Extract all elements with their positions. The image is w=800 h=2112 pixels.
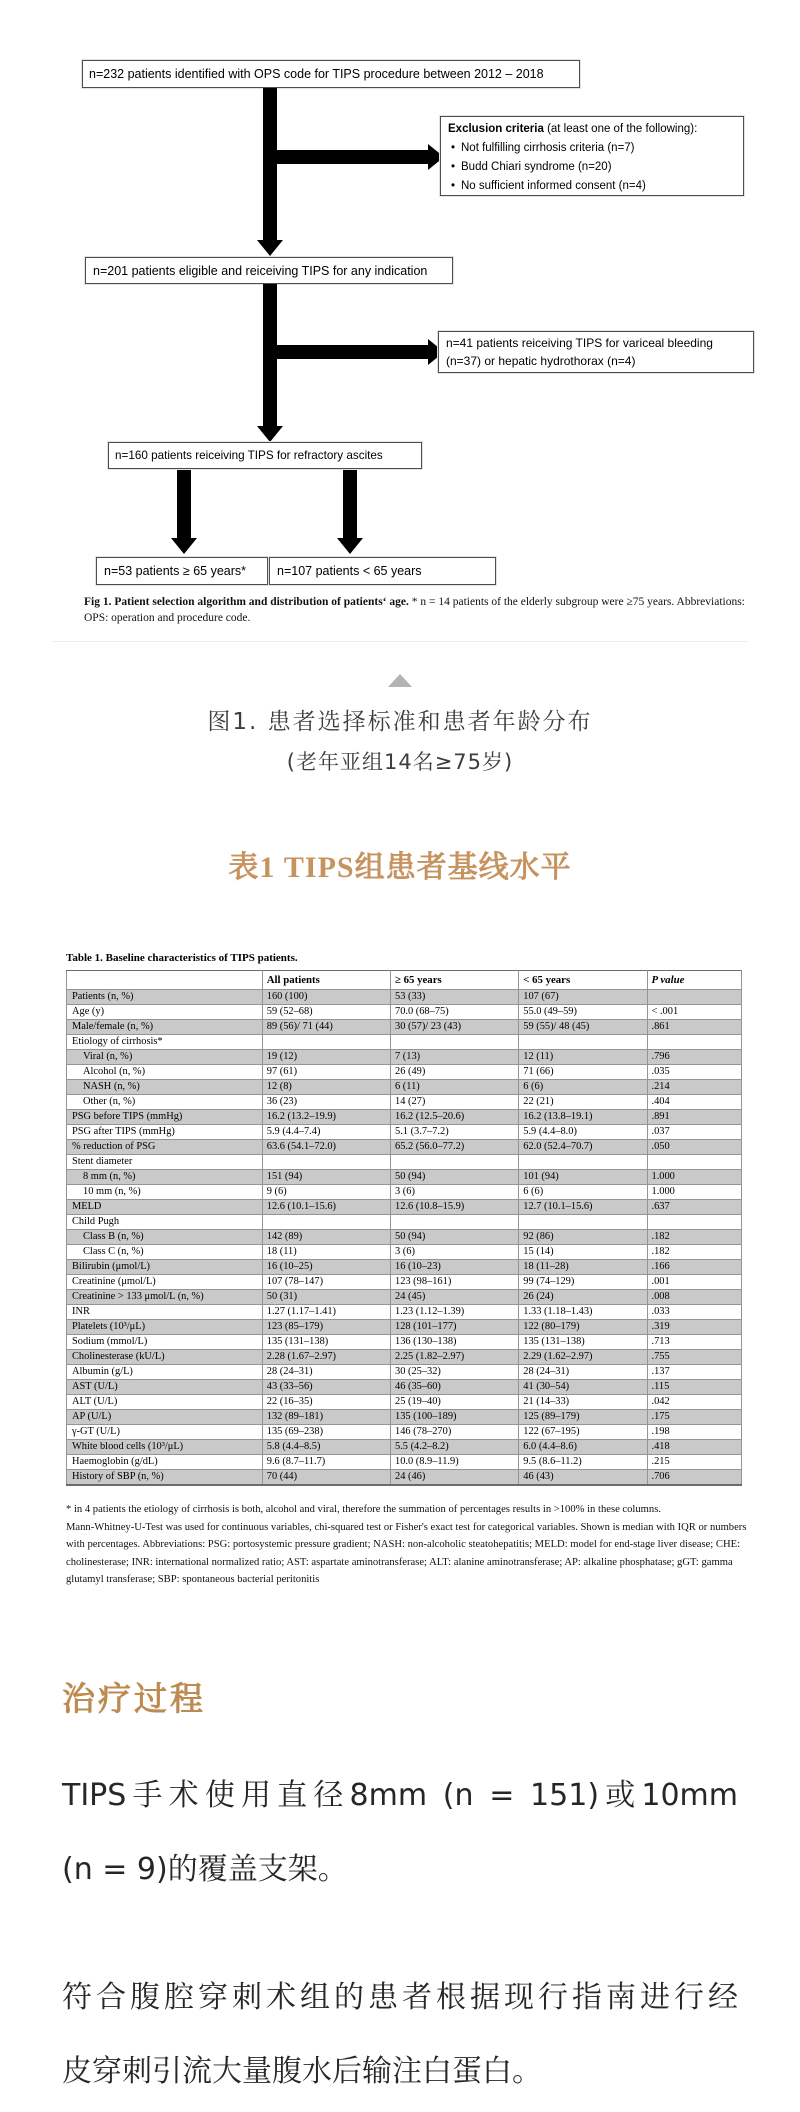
row-value: 43 (33–56) — [262, 1380, 390, 1395]
table1-header — [67, 971, 742, 990]
table-header-row — [67, 971, 742, 990]
row-value: 70.0 (68–75) — [391, 1005, 519, 1020]
table-row — [67, 1200, 742, 1215]
para1-line1: TIPS手术使用直径8mm (n = 151)或10mm — [62, 1777, 738, 1813]
figure1-caption-rest: * n = 14 patients of the elderly subgroup were ≥75 years. Abbreviations: OPS: operation and procedure code. — [84, 596, 745, 624]
treatment-paragraph-2 — [62, 1972, 738, 2090]
row-value — [519, 1155, 647, 1170]
table-row — [67, 1245, 742, 1260]
row-value: 21 (14–33) — [519, 1395, 647, 1410]
row-value: .755 — [647, 1350, 742, 1365]
row-value: 2.25 (1.82–2.97) — [391, 1350, 519, 1365]
row-label: Child Pugh — [67, 1215, 263, 1230]
table-row — [67, 1275, 742, 1290]
table-row — [67, 1335, 742, 1350]
flow-box-201: n=201 patients eligible and reiceiving TIPS for any indication — [85, 257, 453, 284]
exclusion-item: • Budd Chiari syndrome (n=20) — [448, 158, 736, 177]
table-row — [67, 1170, 742, 1185]
row-value: 125 (89–179) — [519, 1410, 647, 1425]
row-value: 41 (30–54) — [519, 1380, 647, 1395]
row-value: .861 — [647, 1020, 742, 1035]
row-value: 123 (98–161) — [391, 1275, 519, 1290]
row-label: Age (y) — [67, 1005, 263, 1020]
row-value: 123 (85–179) — [262, 1320, 390, 1335]
table-row — [67, 1065, 742, 1080]
arrow-down-4-icon — [343, 470, 357, 538]
row-value: 12.6 (10.8–15.9) — [391, 1200, 519, 1215]
table-row — [67, 1470, 742, 1486]
row-value: 50 (94) — [391, 1230, 519, 1245]
exclusion-title — [448, 121, 736, 138]
row-value: 5.9 (4.4–8.0) — [519, 1125, 647, 1140]
table-row — [67, 1305, 742, 1320]
row-value: .033 — [647, 1305, 742, 1320]
row-label: Other (n, %) — [67, 1095, 263, 1110]
header-ge-65: ≥ 65 years — [391, 971, 519, 990]
row-value: 9.5 (8.6–11.2) — [519, 1455, 647, 1470]
table-row — [67, 1395, 742, 1410]
flow-box-232: n=232 patients identified with OPS code for TIPS procedure between 2012 – 2018 — [82, 60, 580, 88]
row-value — [391, 1035, 519, 1050]
row-value — [647, 990, 742, 1005]
row-value: 97 (61) — [262, 1065, 390, 1080]
table-row — [67, 1125, 742, 1140]
row-value: 18 (11–28) — [519, 1260, 647, 1275]
exclusion-item: • Not fulfilling cirrhosis criteria (n=7) — [448, 139, 736, 158]
row-label: AST (U/L) — [67, 1380, 263, 1395]
row-value — [262, 1155, 390, 1170]
para1-line2: (n = 9)的覆盖支架。 — [62, 1851, 348, 1887]
exclusion-title-rest: (at least one of the following): — [543, 123, 698, 135]
header-lt-65: < 65 years — [519, 971, 647, 990]
row-value: 16 (10–23) — [391, 1260, 519, 1275]
row-value: 99 (74–129) — [519, 1275, 647, 1290]
row-value: 22 (21) — [519, 1095, 647, 1110]
row-value — [647, 1035, 742, 1050]
row-value: 92 (86) — [519, 1230, 647, 1245]
row-value: .713 — [647, 1335, 742, 1350]
row-value: 59 (52–68) — [262, 1005, 390, 1020]
figure1-caption-bold: Fig 1. Patient selection algorithm and distribution of patients‘ age. — [84, 596, 409, 608]
row-label: Sodium (mmol/L) — [67, 1335, 263, 1350]
table-row — [67, 1440, 742, 1455]
table-row — [67, 1350, 742, 1365]
row-value: .175 — [647, 1410, 742, 1425]
row-value: .198 — [647, 1425, 742, 1440]
para2-line1: 符合腹腔穿刺术组的患者根据现行指南进行经 — [62, 1979, 738, 2015]
row-value — [519, 1215, 647, 1230]
cn-figure-caption-line2: (老年亚组14名≥75岁) — [286, 750, 514, 774]
row-value — [391, 1155, 519, 1170]
arrow-right-1-icon — [277, 150, 428, 164]
arrow-down-2-icon — [263, 284, 277, 426]
row-value: 146 (78–270) — [391, 1425, 519, 1440]
arrow-down-1-icon — [263, 88, 277, 240]
cn-table-title: 表1 TIPS组患者基线水平 — [228, 851, 572, 884]
row-value: 9 (6) — [262, 1185, 390, 1200]
row-value: 6 (6) — [519, 1185, 647, 1200]
row-value — [262, 1035, 390, 1050]
table1-section — [66, 952, 747, 1589]
row-value: 135 (69–238) — [262, 1425, 390, 1440]
row-value: 12.6 (10.1–15.6) — [262, 1200, 390, 1215]
row-value: 18 (11) — [262, 1245, 390, 1260]
row-value — [519, 1035, 647, 1050]
table-row — [67, 1425, 742, 1440]
table-row — [67, 1095, 742, 1110]
row-value: .182 — [647, 1245, 742, 1260]
row-value: 26 (49) — [391, 1065, 519, 1080]
row-value: 63.6 (54.1–72.0) — [262, 1140, 390, 1155]
treatment-heading: 治疗过程 — [62, 1681, 206, 1718]
row-value: 36 (23) — [262, 1095, 390, 1110]
row-value: 53 (33) — [391, 990, 519, 1005]
row-value: 135 (131–138) — [262, 1335, 390, 1350]
flow-box-exclusion — [440, 116, 744, 196]
flow-box-41: n=41 patients reiceiving TIPS for variceal bleeding (n=37) or hepatic hydrothorax (n=4) — [438, 331, 754, 373]
para2-line2: 皮穿刺引流大量腹水后输注白蛋白。 — [62, 2053, 542, 2089]
header-all-patients: All patients — [262, 971, 390, 990]
table-row — [67, 1185, 742, 1200]
row-value: 132 (89–181) — [262, 1410, 390, 1425]
row-value: 160 (100) — [262, 990, 390, 1005]
table-row — [67, 1260, 742, 1275]
row-value: 62.0 (52.4–70.7) — [519, 1140, 647, 1155]
table-row — [67, 1155, 742, 1170]
flow-box-53: n=53 patients ≥ 65 years* — [96, 557, 268, 585]
table-row — [67, 1215, 742, 1230]
row-value: < .001 — [647, 1005, 742, 1020]
header-empty — [67, 971, 263, 990]
exclusion-item: • No sufficient informed consent (n=4) — [448, 177, 736, 196]
row-value: 142 (89) — [262, 1230, 390, 1245]
row-label: 8 mm (n, %) — [67, 1170, 263, 1185]
row-label: INR — [67, 1305, 263, 1320]
row-value: .050 — [647, 1140, 742, 1155]
row-label: PSG after TIPS (mmHg) — [67, 1125, 263, 1140]
row-label: Viral (n, %) — [67, 1050, 263, 1065]
row-value: .214 — [647, 1080, 742, 1095]
table-row — [67, 1140, 742, 1155]
row-label: Alcohol (n, %) — [67, 1065, 263, 1080]
table-row — [67, 1455, 742, 1470]
row-label: Platelets (10³/μL) — [67, 1320, 263, 1335]
cn-figure-caption-line1: 图1. 患者选择标准和患者年龄分布 — [207, 709, 593, 735]
row-value: 122 (80–179) — [519, 1320, 647, 1335]
row-value: 7 (13) — [391, 1050, 519, 1065]
row-value: 50 (31) — [262, 1290, 390, 1305]
row-label: Albumin (g/L) — [67, 1365, 263, 1380]
table-row — [67, 1110, 742, 1125]
row-value: .008 — [647, 1290, 742, 1305]
footnote-methods: Mann-Whitney-U-Test was used for continuous variables, chi-squared test or Fisher's exact test for categorical variables. Shown is median with IQR or numbers with percentages. Abbreviations: PSG: portosystemic pressure gradient; NASH: non-alcoholic steatohepatitis; MELD: model for end-stage liver disease; CHE: cholinesterase; INR: international normalized ratio; AST: aspartate aminotransferase; ALT: alanine aminotransferase; AP: alkaline phosphatase; gGT: gamma glutamyl transferase; SBP: spontaneous bacterial peritonitis — [66, 1521, 747, 1585]
row-value: 5.8 (4.4–8.5) — [262, 1440, 390, 1455]
arrow-right-2-icon — [277, 345, 428, 359]
table1 — [66, 970, 742, 1486]
row-value: 16.2 (13.8–19.1) — [519, 1110, 647, 1125]
table-row — [67, 1035, 742, 1050]
row-value: 16.2 (13.2–19.9) — [262, 1110, 390, 1125]
row-value: 5.5 (4.2–8.2) — [391, 1440, 519, 1455]
row-value: .182 — [647, 1230, 742, 1245]
row-value: 6.0 (4.4–8.6) — [519, 1440, 647, 1455]
row-value: 30 (57)/ 23 (43) — [391, 1020, 519, 1035]
row-value: 12 (11) — [519, 1050, 647, 1065]
row-value: 89 (56)/ 71 (44) — [262, 1020, 390, 1035]
row-label: ALT (U/L) — [67, 1395, 263, 1410]
row-label: Class B (n, %) — [67, 1230, 263, 1245]
table-row — [67, 990, 742, 1005]
row-value: 128 (101–177) — [391, 1320, 519, 1335]
table1-title: Table 1. Baseline characteristics of TIPS patients. — [66, 952, 298, 964]
exclusion-title-bold: Exclusion criteria — [448, 123, 544, 135]
row-value: 46 (35–60) — [391, 1380, 519, 1395]
row-label: Etiology of cirrhosis* — [67, 1035, 263, 1050]
flow-box-107: n=107 patients < 65 years — [269, 557, 496, 585]
row-value — [262, 1215, 390, 1230]
row-value: .035 — [647, 1065, 742, 1080]
row-value: 71 (66) — [519, 1065, 647, 1080]
row-value: 55.0 (49–59) — [519, 1005, 647, 1020]
row-label: γ-GT (U/L) — [67, 1425, 263, 1440]
row-value: 22 (16–35) — [262, 1395, 390, 1410]
arrow-down-3-icon — [177, 470, 191, 538]
row-value: 3 (6) — [391, 1185, 519, 1200]
row-value: 9.6 (8.7–11.7) — [262, 1455, 390, 1470]
row-value: .637 — [647, 1200, 742, 1215]
table-row — [67, 1050, 742, 1065]
row-label: Male/female (n, %) — [67, 1020, 263, 1035]
row-value — [391, 1215, 519, 1230]
table-row — [67, 1290, 742, 1305]
footnote-asterisk: * in 4 patients the etiology of cirrhosis is both, alcohol and viral, therefore the summation of percentages results in >100% in these columns. — [66, 1504, 661, 1515]
table-row — [67, 1365, 742, 1380]
row-value: 122 (67–195) — [519, 1425, 647, 1440]
row-label: Cholinesterase (kU/L) — [67, 1350, 263, 1365]
row-value: 107 (67) — [519, 990, 647, 1005]
row-value: 151 (94) — [262, 1170, 390, 1185]
row-value: .319 — [647, 1320, 742, 1335]
row-value: 2.28 (1.67–2.97) — [262, 1350, 390, 1365]
row-label: History of SBP (n, %) — [67, 1470, 263, 1486]
row-label: PSG before TIPS (mmHg) — [67, 1110, 263, 1125]
row-value: 10.0 (8.9–11.9) — [391, 1455, 519, 1470]
flow-box-160: n=160 patients reiceiving TIPS for refractory ascites — [108, 442, 422, 469]
row-label: Haemoglobin (g/dL) — [67, 1455, 263, 1470]
row-value: 1.000 — [647, 1170, 742, 1185]
row-label: NASH (n, %) — [67, 1080, 263, 1095]
figure1-caption — [84, 594, 746, 626]
row-value: 16 (10–25) — [262, 1260, 390, 1275]
row-value: 65.2 (56.0–77.2) — [391, 1140, 519, 1155]
table-row — [67, 1410, 742, 1425]
row-value: 16.2 (12.5–20.6) — [391, 1110, 519, 1125]
table-row — [67, 1380, 742, 1395]
row-value: 50 (94) — [391, 1170, 519, 1185]
row-label: Creatinine (μmol/L) — [67, 1275, 263, 1290]
table1-body — [67, 990, 742, 1486]
row-value: .137 — [647, 1365, 742, 1380]
row-value: 28 (24–31) — [262, 1365, 390, 1380]
row-value: .215 — [647, 1455, 742, 1470]
row-label: 10 mm (n, %) — [67, 1185, 263, 1200]
row-value: 1.27 (1.17–1.41) — [262, 1305, 390, 1320]
row-value: 2.29 (1.62–2.97) — [519, 1350, 647, 1365]
header-p-value: P value — [647, 971, 742, 990]
row-value: 26 (24) — [519, 1290, 647, 1305]
row-label: MELD — [67, 1200, 263, 1215]
row-value: 14 (27) — [391, 1095, 519, 1110]
collapse-triangle-icon — [388, 674, 412, 687]
row-value: 6 (6) — [519, 1080, 647, 1095]
table-row — [67, 1230, 742, 1245]
row-value: .706 — [647, 1470, 742, 1486]
row-value: 70 (44) — [262, 1470, 390, 1486]
row-value: 135 (131–138) — [519, 1335, 647, 1350]
row-value: 5.1 (3.7–7.2) — [391, 1125, 519, 1140]
row-value: .418 — [647, 1440, 742, 1455]
row-value: 12.7 (10.1–15.6) — [519, 1200, 647, 1215]
row-value: .891 — [647, 1110, 742, 1125]
row-label: % reduction of PSG — [67, 1140, 263, 1155]
treatment-paragraph-1 — [62, 1770, 738, 1888]
row-value: 135 (100–189) — [391, 1410, 519, 1425]
row-value: 101 (94) — [519, 1170, 647, 1185]
row-label: Patients (n, %) — [67, 990, 263, 1005]
row-value: 12 (8) — [262, 1080, 390, 1095]
row-label: AP (U/L) — [67, 1410, 263, 1425]
row-value: 25 (19–40) — [391, 1395, 519, 1410]
row-value: 6 (11) — [391, 1080, 519, 1095]
row-value: .166 — [647, 1260, 742, 1275]
table-row — [67, 1320, 742, 1335]
row-value — [647, 1155, 742, 1170]
row-label: Bilirubin (μmol/L) — [67, 1260, 263, 1275]
row-value: .115 — [647, 1380, 742, 1395]
table-row — [67, 1080, 742, 1095]
row-label: White blood cells (10³/μL) — [67, 1440, 263, 1455]
row-value: .037 — [647, 1125, 742, 1140]
row-value: 1.33 (1.18–1.43) — [519, 1305, 647, 1320]
row-value: 30 (25–32) — [391, 1365, 519, 1380]
table1-footnotes — [66, 1501, 748, 1589]
exclusion-list — [448, 139, 736, 196]
row-value — [647, 1215, 742, 1230]
row-value: 19 (12) — [262, 1050, 390, 1065]
row-label: Class C (n, %) — [67, 1245, 263, 1260]
row-value: 28 (24–31) — [519, 1365, 647, 1380]
figure-bottom-divider — [52, 641, 748, 642]
figure1-flowchart — [0, 0, 800, 648]
row-value: .042 — [647, 1395, 742, 1410]
table-row — [67, 1005, 742, 1020]
row-value: 5.9 (4.4–7.4) — [262, 1125, 390, 1140]
row-value: 15 (14) — [519, 1245, 647, 1260]
row-value: 3 (6) — [391, 1245, 519, 1260]
row-label: Stent diameter — [67, 1155, 263, 1170]
row-value: 136 (130–138) — [391, 1335, 519, 1350]
row-value: 24 (46) — [391, 1470, 519, 1486]
row-value: 1.23 (1.12–1.39) — [391, 1305, 519, 1320]
row-value: 46 (43) — [519, 1470, 647, 1486]
row-value: 1.000 — [647, 1185, 742, 1200]
row-value: 107 (78–147) — [262, 1275, 390, 1290]
table-row — [67, 1020, 742, 1035]
row-value: 59 (55)/ 48 (45) — [519, 1020, 647, 1035]
row-value: .001 — [647, 1275, 742, 1290]
row-value: 24 (45) — [391, 1290, 519, 1305]
row-value: .404 — [647, 1095, 742, 1110]
row-label: Creatinine > 133 μmol/L (n, %) — [67, 1290, 263, 1305]
row-value: .796 — [647, 1050, 742, 1065]
